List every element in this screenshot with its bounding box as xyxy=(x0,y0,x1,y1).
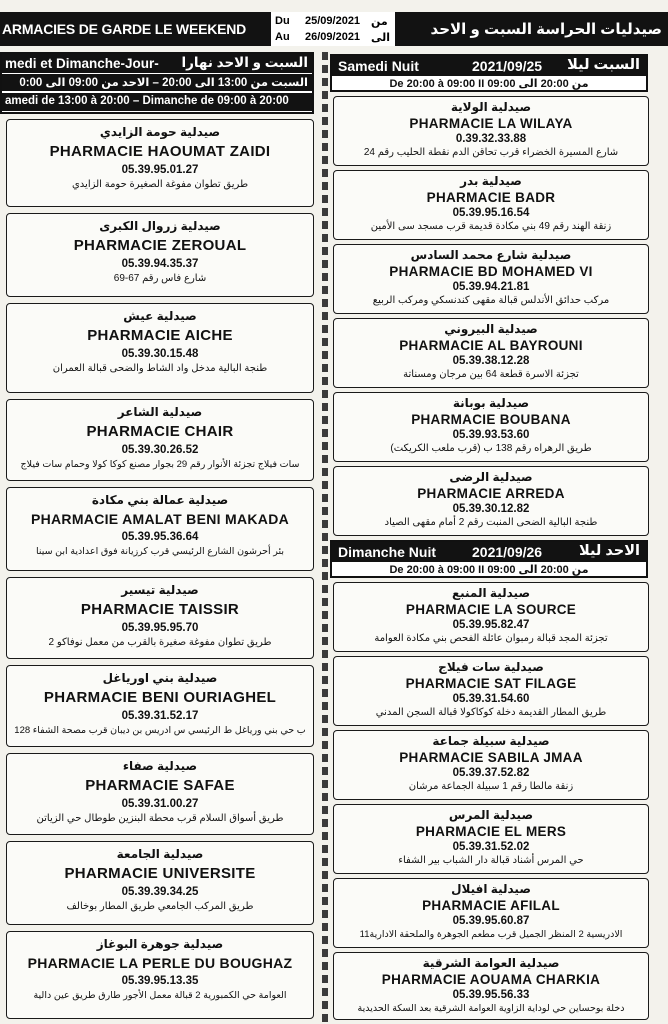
day-title-ar: السبت و الاحد نهارا xyxy=(181,55,308,70)
pharmacy-phone: 05.39.95.13.35 xyxy=(121,975,199,987)
pharmacy-name-ar: صيدلية الجامعة xyxy=(116,847,204,861)
pharmacy-address: شارع فاس رقم 67-69 xyxy=(113,273,207,284)
pharmacy-phone: 05.39.95.16.54 xyxy=(452,207,530,219)
sunday-night-header xyxy=(330,540,648,578)
pharmacy-phone: 0.39.32.33.88 xyxy=(455,133,527,145)
pharmacy-name-fr: PHARMACIE BOUBANA xyxy=(411,412,571,427)
date-range xyxy=(271,12,395,46)
pharmacy-address: طريق الرهراه رقم 138 ب (قرب ملعب الكريكت) xyxy=(390,443,592,454)
pharmacy-name-ar: صيدلية عمالة بني مكادة xyxy=(91,493,229,507)
day-hours-ar: السبت من 13:00 الى 20:00 – الاحد من 09:00 الى 0:00 xyxy=(19,77,308,89)
pharmacy-phone: 05.39.93.53.60 xyxy=(452,429,530,441)
pharmacy-phone: 05.39.30.15.48 xyxy=(121,348,199,360)
pharmacy-name-fr: PHARMACIE LA WILAYA xyxy=(409,116,573,131)
pharmacy-name-fr: PHARMACIE BD MOHAMED VI xyxy=(389,264,593,279)
saturday-night-header xyxy=(330,54,648,92)
pharmacy-card xyxy=(333,656,649,726)
pharmacy-card xyxy=(6,119,314,207)
pharmacy-card xyxy=(333,244,649,314)
pharmacy-phone: 05.39.30.12.82 xyxy=(452,503,530,515)
pharmacy-name-ar: صيدلية زروال الكبرى xyxy=(99,219,221,233)
saturday-date: 2021/09/25 xyxy=(472,58,543,74)
pharmacy-card xyxy=(6,931,314,1019)
pharmacy-name-ar: صيدلية الشاعر xyxy=(117,405,203,419)
pharmacy-name-fr: PHARMACIE AFILAL xyxy=(422,898,560,913)
pharmacy-card xyxy=(333,804,649,874)
day-title-fr: medi et Dimanche-Jour- xyxy=(5,56,159,71)
pharmacy-name-fr: PHARMACIE LA SOURCE xyxy=(405,602,577,617)
pharmacy-name-ar: صيدلية سات فيلاج xyxy=(438,660,544,674)
pharmacy-name-ar: صيدلية جوهرة البوغاز xyxy=(96,937,224,951)
pharmacy-phone: 05.39.37.52.82 xyxy=(452,767,530,779)
column-divider xyxy=(322,52,328,1024)
pharmacy-address: زنقة الهند رقم 49 بني مكادة قديمة قرب مسجد سى الأمين xyxy=(370,221,612,232)
pharmacy-name-fr: PHARMACIE SABILA JMAA xyxy=(399,750,583,765)
pharmacy-name-ar: صيدلية عيش xyxy=(123,309,197,323)
pharmacy-card xyxy=(6,213,314,297)
header-title-ar: صيدليات الحراسة السبت و الاحد xyxy=(430,21,662,38)
pharmacy-phone: 05.39.39.34.25 xyxy=(121,886,199,898)
day-section-header xyxy=(0,52,314,114)
day-hours-fr: amedi de 13:00 à 20:00 – Dimanche de 09:00 à 20:00 xyxy=(5,95,289,107)
sunday-hours: De 20:00 à 09:00 II من 20:00 الى 09:00 xyxy=(389,564,589,576)
pharmacy-phone: 05.39.95.95.70 xyxy=(121,622,199,634)
pharmacy-address: طريق المطار القديمة دخلة كوكاكولا قبالة السجن المدني xyxy=(375,707,607,718)
saturday-title-fr: Samedi Nuit xyxy=(338,58,419,74)
pharmacy-card xyxy=(333,170,649,240)
pharmacy-name-ar: صيدلية الرضى xyxy=(449,470,533,484)
pharmacy-name-fr: PHARMACIE HAOUMAT ZAIDI xyxy=(49,143,271,160)
pharmacy-card xyxy=(6,303,314,393)
pharmacy-name-fr: PHARMACIE TAISSIR xyxy=(80,601,240,618)
pharmacy-name-fr: PHARMACIE BENI OURIAGHEL xyxy=(43,689,277,706)
pharmacy-address: الادريسية 2 المنظر الجميل قرب مطعم الجوهرة والملحقة الادارية11 xyxy=(359,929,623,940)
pharmacy-name-ar: صيدلية سبيلة جماعة xyxy=(432,734,550,748)
du-ar: من xyxy=(371,16,388,28)
pharmacy-name-ar: صيدلية تيسير xyxy=(121,583,199,597)
pharmacy-address: طنجة البالية مدخل واد الشاط والضحى قبالة العمران xyxy=(52,363,268,374)
pharmacy-phone: 05.39.31.00.27 xyxy=(121,798,199,810)
pharmacy-address: تجزئة الاسرة قطعة 64 بين مرجان ومسناتة xyxy=(403,369,579,380)
pharmacy-name-ar: صيدلية صفاء xyxy=(122,759,198,773)
pharmacy-name-fr: PHARMACIE BADR xyxy=(426,190,556,205)
pharmacy-address: حي المرس أشناد قبالة دار الشباب بير الشفاء xyxy=(398,855,584,866)
pharmacy-name-fr: PHARMACIE AL BAYROUNI xyxy=(399,338,583,353)
pharmacy-name-ar: صيدلية العوامة الشرقية xyxy=(422,956,560,970)
pharmacy-phone: 05.39.95.01.27 xyxy=(121,164,199,176)
pharmacy-name-fr: PHARMACIE SAT FILAGE xyxy=(405,676,577,691)
au-ar: الى xyxy=(371,32,391,44)
saturday-title-ar: السبت ليلا xyxy=(567,57,640,73)
sunday-title-fr: Dimanche Nuit xyxy=(338,544,437,560)
pharmacy-address: سات فيلاج تجزئة الأنوار رقم 29 بجوار مصنع كوكا كولا وحمام سات فيلاج xyxy=(20,459,300,470)
pharmacy-address: شارع المسيرة الخضراء قرب تحاقن الدم نقطة الحليب رقم 24 xyxy=(363,147,619,158)
pharmacy-address: طنجة البالية الضحى المنبت رقم 2 أمام مقهى الصياد xyxy=(384,517,598,528)
au-date: 26/09/2021 xyxy=(305,31,361,43)
pharmacy-address: مركب حدائق الأندلس قبالة مقهى كندنسكي ومركب الربيع xyxy=(372,295,610,306)
pharmacy-phone: 05.39.38.12.28 xyxy=(452,355,530,367)
pharmacy-name-fr: PHARMACIE UNIVERSITE xyxy=(64,865,256,882)
pharmacy-name-ar: صيدلية بوبانة xyxy=(452,396,530,410)
pharmacy-name-fr: PHARMACIE AOUAMA CHARKIA xyxy=(381,972,601,987)
pharmacy-address: بئر أحرشون الشارع الرئيسي قرب كرزيانة فوق اعدادية ابن سينا xyxy=(35,546,285,557)
pharmacy-name-fr: PHARMACIE SAFAE xyxy=(85,777,235,794)
saturday-hours: De 20:00 à 09:00 II من 20:00 الى 09:00 xyxy=(389,78,589,90)
du-label: Du xyxy=(275,15,290,27)
pharmacy-name-ar: صيدلية حومة الزايدي xyxy=(99,125,221,139)
pharmacy-address: طريق تطوان مفوغة الصغيرة حومة الزايدي xyxy=(71,179,249,190)
pharmacy-address: طريق أسواق السلام قرب محطة البنزين طوطال حي الزياتن xyxy=(36,813,284,824)
pharmacy-card xyxy=(6,487,314,571)
pharmacy-phone: 05.39.94.35.37 xyxy=(121,258,199,270)
pharmacy-card xyxy=(333,878,649,948)
pharmacy-address: طريق المركب الجامعي طريق المطار بوخالف xyxy=(66,901,254,912)
pharmacy-card xyxy=(333,730,649,800)
pharmacy-name-ar: صيدلية شارع محمد السادس xyxy=(410,248,572,262)
du-date: 25/09/2021 xyxy=(305,15,361,27)
pharmacy-name-ar: صيدلية المنبع xyxy=(451,586,531,600)
pharmacy-phone: 05.39.30.26.52 xyxy=(121,444,199,456)
pharmacy-card xyxy=(333,392,649,462)
pharmacy-address: ب حي بني ورياغل ط الرئيسي س ادريس بن ديبان قرب مصحة الشفاء 128 xyxy=(14,725,306,736)
pharmacy-name-ar: صيدلية بني اورياغل xyxy=(102,671,218,685)
pharmacy-card xyxy=(333,952,649,1020)
pharmacy-address: طريق تطوان مفوغة صغيرة بالقرب من معمل نوفاكو 2 xyxy=(48,637,272,648)
pharmacy-name-fr: PHARMACIE ARREDA xyxy=(417,486,565,501)
pharmacy-phone: 05.39.31.52.17 xyxy=(121,710,199,722)
pharmacy-name-fr: PHARMACIE ZEROUAL xyxy=(73,237,247,254)
pharmacy-phone: 05.39.95.82.47 xyxy=(452,619,530,631)
pharmacy-phone: 05.39.31.52.02 xyxy=(452,841,530,853)
pharmacy-name-fr: PHARMACIE LA PERLE DU BOUGHAZ xyxy=(27,955,293,971)
pharmacy-address: تجزئة المجد قبالة رمبوان عائلة الفحص بني مكادة العوامة xyxy=(374,633,608,644)
pharmacy-name-ar: صيدلية بدر xyxy=(460,174,522,188)
pharmacy-card xyxy=(333,318,649,388)
pharmacy-card xyxy=(333,96,649,166)
pharmacy-phone: 05.39.31.54.60 xyxy=(452,693,530,705)
pharmacy-card xyxy=(6,577,314,659)
sunday-date: 2021/09/26 xyxy=(472,544,543,560)
pharmacy-card xyxy=(333,466,649,536)
pharmacy-phone: 05.39.95.36.64 xyxy=(121,531,199,543)
pharmacy-name-ar: صيدلية المرس xyxy=(448,808,534,822)
pharmacy-phone: 05.39.94.21.81 xyxy=(452,281,530,293)
pharmacy-name-fr: PHARMACIE AMALAT BENI MAKADA xyxy=(30,511,290,527)
pharmacy-phone: 05.39.95.60.87 xyxy=(452,915,530,927)
pharmacy-name-ar: صيدلية الولاية xyxy=(450,100,532,114)
sunday-title-ar: الاحد ليلا xyxy=(579,543,640,559)
pharmacy-address: دخلة بوحساين حي لوداية الزاوية العوامة الشرقية بعد السكة الحديدية xyxy=(357,1003,625,1014)
pharmacy-address: العوامة حي الكمبورية 2 قبالة معمل الأجور طارق طريق عين دالية xyxy=(33,990,287,1001)
pharmacy-name-ar: صيدلية افيلال xyxy=(451,882,531,896)
pharmacy-card xyxy=(6,841,314,925)
pharmacy-name-fr: PHARMACIE EL MERS xyxy=(415,824,567,839)
pharmacy-name-fr: PHARMACIE AICHE xyxy=(87,327,233,344)
pharmacy-card xyxy=(6,399,314,481)
pharmacy-name-fr: PHARMACIE CHAIR xyxy=(86,423,234,440)
pharmacy-card xyxy=(6,665,314,747)
pharmacy-phone: 05.39.95.56.33 xyxy=(452,989,530,1001)
au-label: Au xyxy=(275,31,290,43)
pharmacy-address: زنقة مالطا رقم 1 سبيلة الجماعة مرشان xyxy=(408,781,574,792)
pharmacy-card xyxy=(6,753,314,835)
pharmacy-card xyxy=(333,582,649,652)
pharmacy-name-ar: صيدلية البيروني xyxy=(444,322,538,336)
header-banner xyxy=(0,12,668,46)
header-title-fr: ARMACIES DE GARDE LE WEEKEND xyxy=(2,21,247,37)
